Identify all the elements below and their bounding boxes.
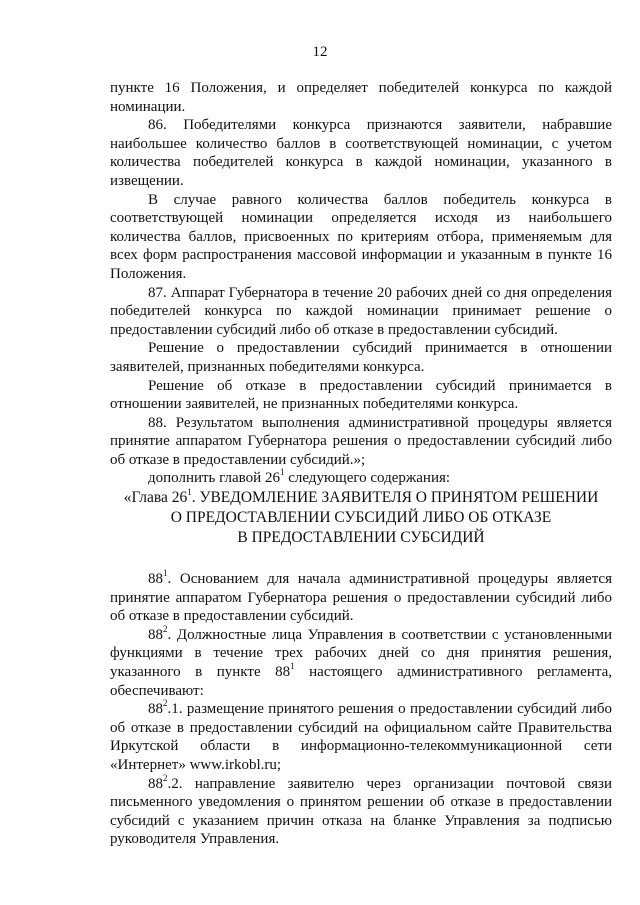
paragraph-88-2-1 [110, 700, 612, 774]
p4-num: 88 [148, 775, 163, 792]
heading-line-2: О ПРЕДОСТАВЛЕНИИ СУБСИДИЙ ЛИБО ОБ ОТКАЗЕ [170, 509, 552, 527]
paragraph-decision-grant: Решение о предоставлении субсидий принимается в отношении заявителей, признанных победителями конкурса. [110, 340, 612, 375]
p2-sup: 2 [163, 623, 168, 634]
p3-text: .1. размещение принятого решения о предоставлении субсидий либо об отказе в предоставлении субсидий на официальном сайте Правительства Иркутской области в информационно-телекоммуникационной сети «Интернет» www.irkobl.ru; [110, 701, 612, 773]
p1-num: 88 [148, 571, 163, 588]
heading-line1-after: . УВЕДОМЛЕНИЕ ЗАЯВИТЕЛЯ О ПРИНЯТОМ РЕШЕНИИ [191, 489, 599, 507]
p3-num: 88 [148, 701, 163, 718]
heading-line-3: В ПРЕДОСТАВЛЕНИИ СУБСИДИЙ [237, 529, 485, 547]
supplement-sup: 1 [279, 467, 285, 478]
heading-line1-sup: 1 [187, 486, 192, 497]
document-body [110, 79, 612, 849]
spacer [110, 548, 612, 570]
p2-num: 88 [148, 626, 163, 643]
chapter-heading [110, 488, 612, 548]
p4-text: .2. направление заявителю через организации почтовой связи письменного уведомления о принятом решении об отказе в предоставлении субсидий с указанием причин отказа на бланке Управления за подписью руководителя Управления. [110, 775, 612, 848]
p2-text-a: . Должностные лица Управления в соответствии с установленными функциями в течение трех рабочих дней со дня принятия решения, указанного в пункте 88 [110, 626, 612, 681]
paragraph-87: 87. Аппарат Губернатора в течение 20 рабочих дней со дня определения победителей конкурса по каждой номинации принимает решение о предоставлении субсидий либо об отказе в предоставлении субсидий. [110, 284, 612, 338]
supplement-after: следующего содержания: [284, 470, 451, 487]
p2-text-b: настоящего административного регламента, обеспечивают: [110, 664, 612, 699]
paragraph-88-2-2 [110, 772, 612, 849]
paragraph-equal-score: В случае равного количества баллов победитель конкурса в соответствующей номинации определяется исходя из наибольшего количества баллов, присвоенных по критериям отбора, применяемым для всех форм распространения массовой информации и указанным в пункте 16 Положения. [110, 191, 612, 282]
paragraph-88-2 [110, 623, 612, 700]
paragraph-decision-refuse: Решение об отказе в предоставлении субсидий принимается в отношении заявителей, не признанных победителями конкурса. [110, 377, 612, 413]
paragraph-88: 88. Результатом выполнения административной процедуры является принятие аппаратом Губернатора решения о предоставлении субсидий либо об отказе в предоставлении субсидий.»; [110, 414, 612, 468]
supplement-before: дополнить главой 26 [148, 470, 280, 487]
p4-sup: 2 [163, 772, 168, 783]
paragraph-86: 86. Победителями конкурса признаются заявители, набравшие наибольшее количество баллов в соответствующей номинации, с учетом количества победителей конкурса в каждой номинации, указанного в извещении. [110, 117, 612, 189]
page-number: 12 [312, 44, 328, 60]
p2-ref-sup: 1 [290, 661, 295, 672]
paragraph-continuation: пункте 16 Положения, и определяет победителей конкурса по каждой номинации. [110, 80, 612, 115]
p3-sup: 2 [163, 698, 168, 709]
heading-line-1 [110, 488, 612, 508]
paragraph-88-1 [110, 570, 612, 626]
p1-sup: 1 [163, 568, 168, 579]
paragraph-supplement [110, 469, 612, 488]
heading-line1-before: «Глава 26 [123, 489, 188, 507]
p1-text: . Основанием для начала административной процедуры является принятие аппаратом Губернатора решения о предоставлении субсидий либо об отказе в предоставлении субсидий. [110, 571, 612, 625]
